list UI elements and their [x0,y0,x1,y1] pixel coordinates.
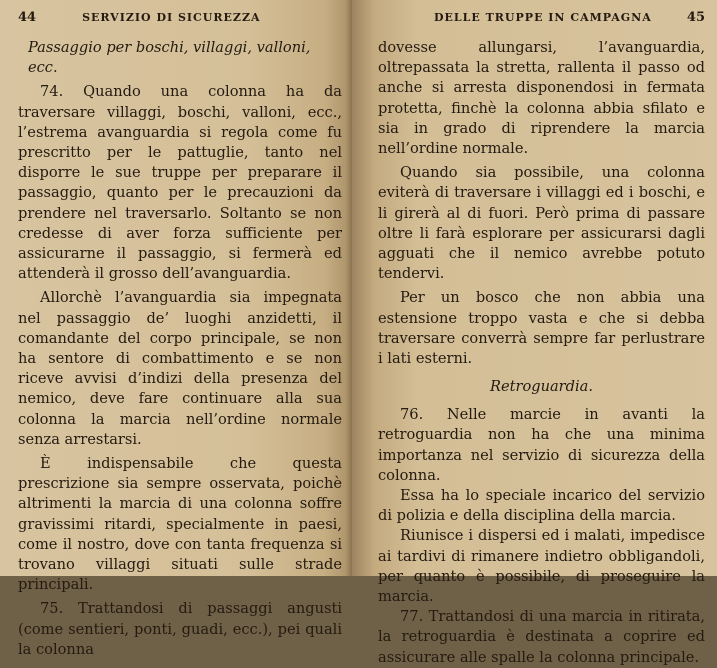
paragraph-75: 75. Trattandosi di passaggi angusti (come sentieri, ponti, guadi, ecc.), pei quali la colonna [18,600,342,658]
right-page-number: 45 [686,10,705,25]
paragraph-quando: Quando sia possibile, una colonna eviterà di traversare i villaggi ed i boschi, e li girerà al di fuori. Però prima di passare oltre li farà esplorare per assicurarsi dagli agguati che il nemico avrebbe potuto tendervi. [378,164,705,283]
left-page-number: 44 [18,10,37,25]
paragraph-76: 76. Nelle marcie in avanti la retroguardia non ha che una minima importanza nel servizio di sicurezza della colonna. [378,406,705,484]
paragraph-bosco: Per un bosco che non abbia una estensione troppo vasta e che si debba traversare converrà sempre far perlustrare i lati esterni. [378,289,705,368]
right-page [352,0,717,666]
paragraph-allorche: Allorchè l’avanguardia sia impegnata nel passaggio de’ luoghi anzidetti, il comandante del corpo principale, se non ha sentore di combattimento e se non riceve avvisi d’indizi della presenza del nemico, deve fare continuare alla sua colonna la marcia nell’ordine normale senza arrestarsi. [18,289,342,448]
paragraph-indispensabile: È indispensabile che questa prescrizione sia sempre osservata, poichè altrimenti la marcia di una colonna soffre gravissimi ritardi, specialmente in paesi, come il nostro, dove con tanta frequenza si trovano villaggi situati sulle strade principali. [18,455,342,594]
paragraph-riunisce: Riunisce i dispersi ed i malati, impedisce ai tardivi di rimanere indietro obbligandoli, per quanto è possibile, di proseguire la marcia. [378,527,705,606]
left-running-title: SERVIZIO DI SICUREZZA [82,11,261,24]
section-heading-retroguardia: Retroguardia. [489,378,594,396]
section-heading-passaggio: Passaggio per boschi, villaggi, valloni, ecc. [28,39,311,77]
left-running-head [18,10,342,30]
right-running-title: DELLE TRUPPE IN CAMPAGNA [434,11,652,24]
paragraph-continuation: dovesse allungarsi, l’avanguardia, oltrepassata la stretta, rallenta il passo od anche si arresta disponendosi in fermata protetta, finchè la colonna abbia sfilato e sia in grado di riprendere la marcia nell’ordine normale. [378,39,705,158]
paragraph-77: 77. Trattandosi di una marcia in ritirata, la retroguardia è destinata a coprire ed assicurare alle spalle la colonna principale. [378,608,705,666]
paragraph-polizia: Essa ha lo speciale incarico del servizio di polizia e della disciplina della marcia. [378,487,705,525]
left-page [0,0,352,658]
right-running-head [378,10,705,30]
paragraph-74: 74. Quando una colonna ha da traversare villaggi, boschi, valloni, ecc., l’estrema avanguardia si regola come fu prescritto per le pattuglie, tanto nel disporre le sue truppe per preparare il passaggio, quanto per le precauzioni da prendere nel traversarlo. Soltanto se non credesse di aver forza sufficiente per assicurarne il passaggio, si fermerà ed attenderà il grosso dell’avanguardia. [18,83,342,283]
